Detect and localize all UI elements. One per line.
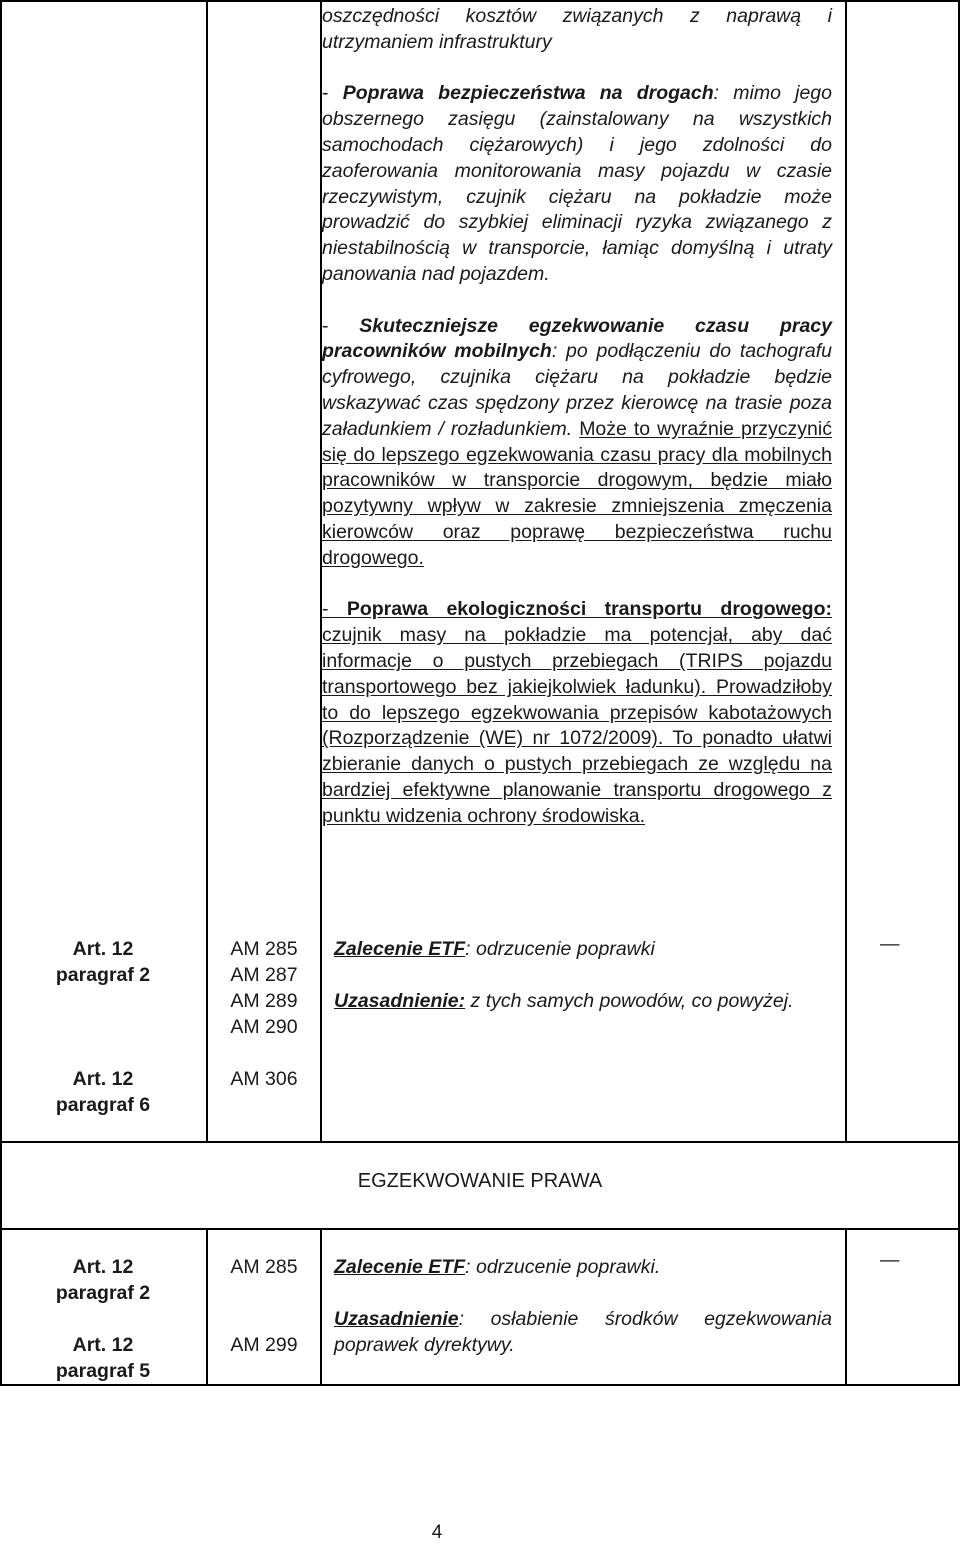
article-number: Art. 12 — [72, 938, 134, 960]
lower-border-bottom — [0, 1384, 960, 1386]
row-border — [0, 1141, 960, 1143]
point-dash: - — [322, 82, 343, 105]
amendments-group — [206, 936, 322, 1040]
point-road-safety — [322, 81, 832, 287]
justification-text: z tych samych powodów, co powyżej. — [465, 990, 794, 1012]
article-ref — [0, 1254, 206, 1306]
page-number: 4 — [431, 1522, 443, 1543]
recommendation-text: : odrzucenie poprawki — [465, 938, 655, 960]
justification — [334, 1306, 832, 1358]
amendment-number: AM 287 — [230, 964, 298, 986]
article-ref — [0, 1332, 206, 1384]
justification — [334, 988, 832, 1014]
justification-text: : osłabienie środków egzekwowania poprawek dyrektywy. — [334, 1308, 832, 1356]
point-working-time — [322, 314, 832, 572]
article-number: Art. 12 — [72, 1334, 134, 1356]
point-title: Poprawa bezpieczeństwa na drogach — [342, 82, 714, 105]
table-border-right — [958, 0, 960, 1229]
last-column-dash: — — [880, 1249, 900, 1271]
lower-border-right — [958, 1228, 960, 1385]
intro-line: oszczędności kosztów związanych z naprawą i utrzymaniem infrastruktury — [322, 5, 832, 53]
point-ecology — [322, 597, 832, 829]
table-border-top — [0, 0, 960, 2]
article-number: Art. 12 — [72, 1256, 134, 1278]
section-title: EGZEKWOWANIE PRAWA — [357, 1170, 603, 1192]
last-column-dash: — — [880, 933, 900, 955]
recommendation-label: Zalecenie ETF — [334, 1256, 466, 1278]
point-dash: - — [322, 314, 360, 337]
lower-column-divider-2 — [320, 1228, 322, 1385]
lower-column-divider-3 — [845, 1228, 847, 1385]
point-body: czujnik masy na pokładzie ma potencjał, aby dać informacje o pustych przebiegach (TRIPS pojazdu transportowego bez jakiejkolwiek ładunku). Prowadziłoby to do lepszego egzekwowania przepisów kabotażowych (Rozporządzenie (WE) nr 1072/2009). To ponadto ułatwi zbieranie danych o pustych przebiegach ze względu na bardziej efektywne planowanie transportu drogowego z punktu widzenia ochrony środowiska. — [322, 624, 832, 827]
recommendation — [334, 936, 832, 962]
article-paragraph: paragraf 6 — [55, 1094, 151, 1116]
point-body: : po podłączeniu do tachografu cyfrowego, czujnika ciężaru na pokładzie będzie wskazywać czas spędzony przez kierowcę na trasie poza załadunkiem / rozładunkiem. — [322, 340, 832, 440]
article-ref — [0, 936, 206, 988]
justification-label: Uzasadnienie: — [334, 990, 466, 1012]
amendment-number: AM 290 — [230, 1016, 298, 1038]
continuation-text-cell — [322, 4, 832, 830]
recommendation-text: : odrzucenie poprawki. — [465, 1256, 661, 1278]
point-title: Skuteczniejsze egzekwowanie czasu pracy pracowników mobilnych — [322, 314, 832, 363]
article-paragraph: paragraf 2 — [55, 964, 151, 986]
point-body: : mimo jego obszernego zasięgu (zainstalowany na wszystkich samochodach ciężarowych) i jego zdolności do zaoferowania monitorowania masy pojazdu w czasie rzeczywistym, czujnik ciężaru na pokładzie może prowadzić do szybkiej eliminacji ryzyka związanego z niestabilnością w transporcie, łamiąc domyślną i utraty panowania nad pojazdem. — [322, 82, 832, 285]
amendment-number: AM 285 — [230, 1256, 298, 1278]
point-title: Poprawa ekologiczności transportu drogowego: — [346, 598, 832, 621]
article-paragraph: paragraf 2 — [55, 1282, 151, 1304]
point-body-underlined: Może to wyraźnie przyczynić się do lepszego egzekwowania czasu pracy dla mobilnych pracowników w transporcie drogowym, będzie miało pozytywny wpływ w zakresie zmniejszenia zmęczenia kierowców oraz poprawę bezpieczeństwa ruchu drogowego. — [322, 417, 832, 569]
amendment-number: AM 285 — [230, 938, 298, 960]
column-divider-3 — [845, 0, 847, 1142]
article-ref — [0, 1066, 206, 1118]
point-dash: - — [322, 598, 347, 621]
lower-column-divider-1 — [206, 1228, 208, 1385]
article-number: Art. 12 — [72, 1068, 134, 1090]
amendment-number: AM 289 — [230, 990, 298, 1012]
amendments-group — [206, 1066, 322, 1092]
amendment-number: AM 306 — [230, 1068, 298, 1090]
recommendation-label: Zalecenie ETF — [334, 938, 466, 960]
article-paragraph: paragraf 5 — [55, 1360, 151, 1382]
justification-label: Uzasadnienie — [334, 1308, 459, 1330]
section-border-bottom — [0, 1228, 960, 1230]
amendment-number: AM 299 — [230, 1334, 298, 1356]
recommendation — [334, 1254, 832, 1280]
